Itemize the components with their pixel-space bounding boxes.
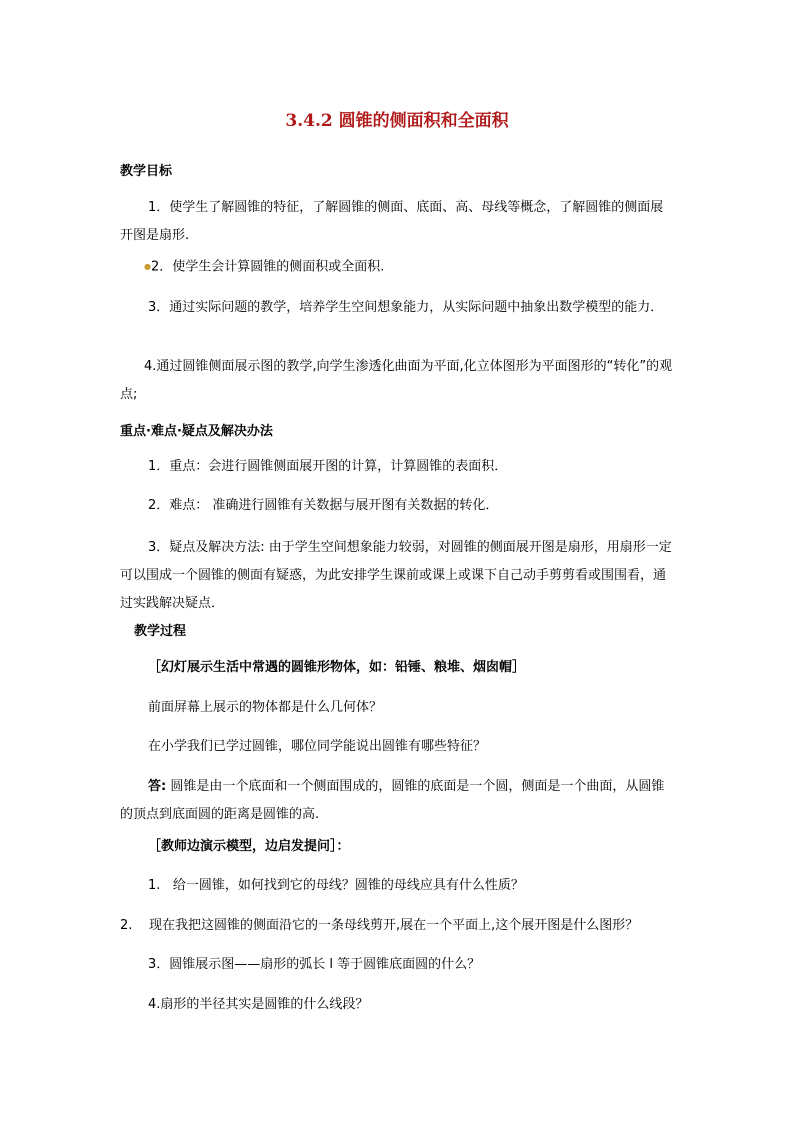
question-2-number: 2. bbox=[120, 918, 133, 933]
question-1-row bbox=[148, 872, 524, 900]
key-1: 1．重点：会进行圆锥侧面展开图的计算，计算圆锥的表面积． bbox=[148, 459, 508, 474]
answer-paragraph bbox=[120, 773, 675, 829]
question-1-number: 1. bbox=[148, 878, 161, 893]
question-1: 给一圆锥，如何找到它的母线？圆锥的母线应具有什么性质？ bbox=[172, 878, 524, 893]
answer-label: 答: bbox=[148, 779, 167, 794]
slide-note: ［幻灯展示生活中常遇的圆锥形物体，如：铅锤、粮堆、烟囱帽］ bbox=[148, 660, 526, 675]
key-heading: 重点·难点·疑点及解决办法 bbox=[120, 424, 273, 439]
question-screen: 前面屏幕上展示的物体都是什么几何体？ bbox=[148, 700, 383, 715]
question-primary: 在小学我们已学过圆锥，哪位同学能说出圆锥有哪些特征？ bbox=[148, 739, 487, 754]
question-2-row bbox=[120, 912, 638, 940]
page-title: 3.4.2 圆锥的侧面积和全面积 bbox=[285, 111, 509, 131]
goal-2: 2．使学生会计算圆锥的侧面积或全面积. bbox=[150, 259, 385, 275]
goal-2-row bbox=[144, 253, 384, 282]
goal-3: 3．通过实际问题的教学，培养学生空间想象能力，从实际问题中抽象出数学模型的能力． bbox=[148, 300, 664, 315]
teacher-note: ［教师边演示模型，边启发提问］： bbox=[148, 839, 350, 854]
goals-heading: 教学目标 bbox=[120, 164, 173, 179]
key-3: 3．疑点及解决方法: 由于学生空间想象能力较弱，对圆锥的侧面展开图是扇形，用扇形一定可以围成一个圆锥的侧面有疑惑，为此安排学生课前或课上或课下自己动手剪剪看或围围看，通过实践解决疑点． bbox=[120, 540, 672, 611]
goal-4: 4.通过圆锥侧面展示图的教学,向学生渗透化曲面为平面,化立体图形为平面图形的“转化”的观点; bbox=[120, 359, 673, 402]
process-heading: 教学过程 bbox=[134, 624, 187, 639]
key-2: 2．难点： 准确进行圆锥有关数据与展开图有关数据的转化． bbox=[148, 498, 499, 513]
stray-dot-icon: ● bbox=[144, 262, 151, 271]
question-4: 4.扇形的半径其实是圆锥的什么线段？ bbox=[148, 997, 369, 1012]
question-3: 3．圆锥展示图——扇形的弧长 l 等于圆锥底面圆的什么？ bbox=[148, 957, 481, 972]
answer-text: 圆锥是由一个底面和一个侧面围成的，圆锥的底面是一个圆，侧面是一个曲面，从圆锥的顶点到底面圆的距离是圆锥的高. bbox=[120, 779, 665, 822]
question-2: 现在我把这圆锥的侧面沿它的一条母线剪开,展在一个平面上,这个展开图是什么图形？ bbox=[148, 918, 639, 933]
goal-1: 1．使学生了解圆锥的特征，了解圆锥的侧面、底面、高、母线等概念，了解圆锥的侧面展开图是扇形. bbox=[120, 200, 664, 243]
